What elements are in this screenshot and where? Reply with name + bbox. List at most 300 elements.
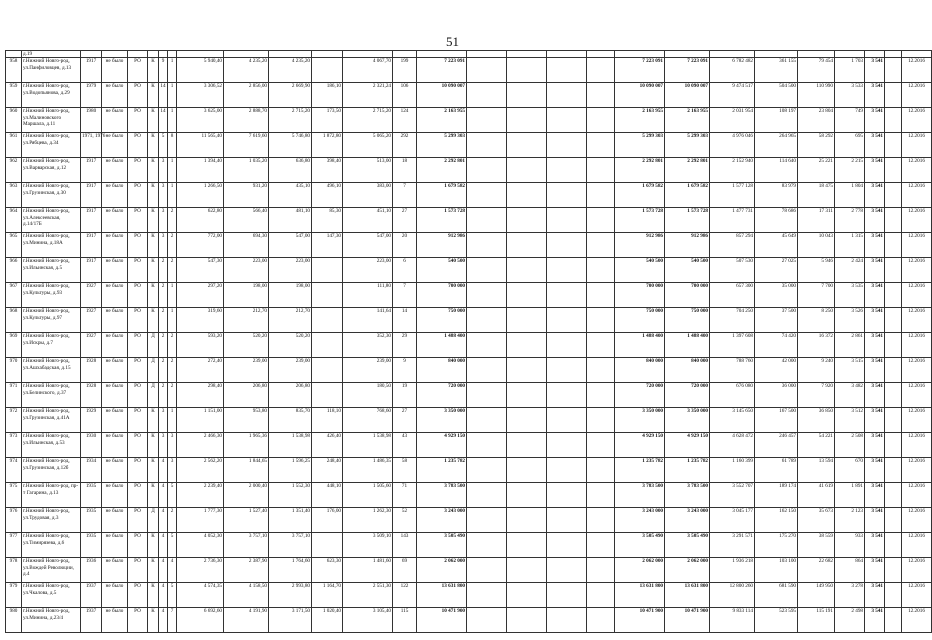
reconstruction-cell: не было: [102, 583, 128, 608]
planned-date-cell: 12.2016: [902, 258, 932, 283]
wall-material-cell: Д: [148, 333, 159, 358]
build-year-cell: 1935: [81, 533, 102, 558]
row-number-cell: 970: [6, 358, 22, 383]
total-area-cell: 2 466,30: [177, 433, 224, 458]
reconstruction-cell: не было: [102, 83, 128, 108]
cost-col-5-cell: 23 804: [798, 108, 835, 133]
area-citizens-cell: 5 065,20: [343, 133, 393, 158]
entrances-cell: 1: [168, 408, 177, 433]
wall-material-cell: К: [148, 608, 159, 633]
empty-cell: [885, 383, 902, 408]
area-citizens-cell: 2 715,20: [343, 108, 393, 133]
area-total-premises-cell: 1 035,20: [224, 158, 269, 183]
row-number-cell: 974: [6, 458, 22, 483]
wall-material-cell: К: [148, 58, 159, 83]
empty-cell: [507, 83, 547, 108]
residents-cell: 115: [393, 608, 417, 633]
area-residential-cell: 223,00: [269, 258, 312, 283]
max-unit-cost-cell: 3 541: [865, 83, 885, 108]
area-total-premises-cell: 931,20: [224, 183, 269, 208]
fund-form-cell: РО: [128, 408, 148, 433]
empty-cell: [507, 483, 547, 508]
total-area-cell: 11 565,40: [177, 133, 224, 158]
area-total-premises-cell: 2 387,90: [224, 558, 269, 583]
empty-cell: [507, 458, 547, 483]
planned-date-cell: 12.2016: [902, 208, 932, 233]
empty-cell: [467, 458, 507, 483]
max-unit-cost-cell: 3 541: [865, 108, 885, 133]
build-year-cell: 1937: [81, 608, 102, 633]
address-cell: г.Нижний Новго-род, ул.Ашхабадская, д.15: [22, 358, 81, 383]
empty-cell: [587, 158, 615, 183]
floors-cell: 4: [159, 483, 168, 508]
wall-material-cell: Д: [148, 358, 159, 383]
wall-material-cell: К: [148, 258, 159, 283]
entrances-cell: 2: [168, 358, 177, 383]
area-residential-cell: 1 764,60: [269, 558, 312, 583]
residents-cell: 27: [393, 408, 417, 433]
row-number-cell: 973: [6, 433, 22, 458]
total-cost-cell: 1 679 582: [417, 183, 467, 208]
reconstruction-cell: не было: [102, 258, 128, 283]
build-year-cell: 1927: [81, 333, 102, 358]
entrances-cell: 3: [168, 433, 177, 458]
planned-date-cell: 12.2016: [902, 308, 932, 333]
cost-col-4-cell: 78 686: [755, 208, 798, 233]
area-residential-cell: 239,00: [269, 358, 312, 383]
max-unit-cost-cell: 3 541: [865, 233, 885, 258]
fund-form-cell: РО: [128, 358, 148, 383]
cost-col-2-cell: 540 500: [665, 258, 710, 283]
area-nonresidential-cell: [312, 58, 343, 83]
fund-form-cell: РО: [128, 558, 148, 583]
cost-col-1-cell: 2 163 955: [615, 108, 665, 133]
empty-cell: [507, 233, 547, 258]
empty-cell: [587, 333, 615, 358]
total-cost-cell: 912 986: [417, 233, 467, 258]
unit-cost-cell: 695: [835, 133, 865, 158]
max-unit-cost-cell: 3 541: [865, 133, 885, 158]
empty-cell: [885, 108, 902, 133]
table-row: [6, 408, 932, 433]
planned-date-cell: 12.2016: [902, 383, 932, 408]
empty-cell: [507, 433, 547, 458]
empty-cell: [547, 533, 587, 558]
unit-cost-cell: 3 515: [835, 358, 865, 383]
residents-cell: 29: [393, 333, 417, 358]
reconstruction-cell: не было: [102, 333, 128, 358]
area-nonresidential-cell: 1 164,70: [312, 583, 343, 608]
cost-col-3-cell: 1 577 128: [710, 183, 755, 208]
planned-date-cell: 12.2016: [902, 583, 932, 608]
max-unit-cost-cell: 3 541: [865, 333, 885, 358]
residents-cell: 20: [393, 233, 417, 258]
build-year-cell: 1971, 1976: [81, 133, 102, 158]
empty-cell: [467, 408, 507, 433]
unit-cost-cell: 3 533: [835, 83, 865, 108]
reconstruction-cell: не было: [102, 283, 128, 308]
cost-col-1-cell: 1 573 728: [615, 208, 665, 233]
max-unit-cost-cell: 3 541: [865, 508, 885, 533]
planned-date-cell: 12.2016: [902, 508, 932, 533]
unit-cost-cell: 749: [835, 108, 865, 133]
cost-col-4-cell: 681 590: [755, 583, 798, 608]
empty-cell: [885, 258, 902, 283]
empty-cell: [507, 383, 547, 408]
empty-cell: [587, 558, 615, 583]
cost-col-3-cell: 788 760: [710, 358, 755, 383]
row-number-cell: 962: [6, 158, 22, 183]
empty-cell: [467, 158, 507, 183]
table-row: [6, 208, 932, 233]
unit-cost-cell: 670: [835, 458, 865, 483]
area-citizens-cell: 1 486,35: [343, 458, 393, 483]
residents-cell: 27: [393, 208, 417, 233]
table-row: [6, 333, 932, 358]
fund-form-cell: РО: [128, 158, 148, 183]
wall-material-cell: К: [148, 433, 159, 458]
area-residential-cell: 206,80: [269, 383, 312, 408]
reconstruction-cell: не было: [102, 233, 128, 258]
unit-cost-cell: 1 315: [835, 233, 865, 258]
page-number: 51: [446, 34, 459, 49]
empty-cell: [885, 308, 902, 333]
total-area-cell: 297,20: [177, 283, 224, 308]
cost-col-2-cell: 3 350 000: [665, 408, 710, 433]
total-cost-cell: 540 500: [417, 258, 467, 283]
entrances-cell: 1: [168, 58, 177, 83]
planned-date-cell: 12.2016: [902, 333, 932, 358]
empty-cell: [547, 458, 587, 483]
build-year-cell: 1917: [81, 58, 102, 83]
cost-col-2-cell: 2 292 801: [665, 158, 710, 183]
floors-cell: 2: [159, 258, 168, 283]
fund-form-cell: РО: [128, 458, 148, 483]
empty-cell: [547, 408, 587, 433]
reconstruction-cell: не было: [102, 608, 128, 633]
cost-col-5-cell: 9 240: [798, 358, 835, 383]
empty-cell: [885, 58, 902, 83]
area-nonresidential-cell: 176,00: [312, 508, 343, 533]
empty-cell: [467, 358, 507, 383]
empty-cell: [885, 483, 902, 508]
cost-col-2-cell: 4 929 150: [665, 433, 710, 458]
reconstruction-cell: не было: [102, 208, 128, 233]
area-residential-cell: 2 669,90: [269, 83, 312, 108]
entrances-cell: 5: [168, 583, 177, 608]
entrances-cell: 2: [168, 333, 177, 358]
empty-cell: [467, 133, 507, 158]
row-number-cell: 975: [6, 483, 22, 508]
empty-cell: [507, 558, 547, 583]
area-residential-cell: 520,20: [269, 333, 312, 358]
max-unit-cost-cell: 3 541: [865, 58, 885, 83]
total-area-cell: 772,00: [177, 233, 224, 258]
area-citizens-cell: 141,64: [343, 308, 393, 333]
total-cost-cell: 840 000: [417, 358, 467, 383]
planned-date-cell: 12.2016: [902, 558, 932, 583]
unit-cost-cell: 3 535: [835, 283, 865, 308]
table-row: [6, 233, 932, 258]
floors-cell: 4: [159, 558, 168, 583]
area-residential-cell: 1 351,40: [269, 508, 312, 533]
area-residential-cell: 198,00: [269, 283, 312, 308]
build-year-cell: 1937: [81, 583, 102, 608]
entrances-cell: 2: [168, 233, 177, 258]
table-row: [6, 83, 932, 108]
area-citizens-cell: 180,50: [343, 383, 393, 408]
area-nonresidential-cell: 623,30: [312, 558, 343, 583]
fund-form-cell: РО: [128, 583, 148, 608]
wall-material-cell: К: [148, 533, 159, 558]
address-cell: г.Нижний Новго-род, ул.Грузинская, д.12б: [22, 458, 81, 483]
cost-col-3-cell: 704 250: [710, 308, 755, 333]
residents-cell: 199: [393, 58, 417, 83]
floors-cell: 3: [159, 208, 168, 233]
empty-cell: [885, 133, 902, 158]
empty-cell: [587, 508, 615, 533]
empty-cell: [547, 233, 587, 258]
row-number-cell: 968: [6, 308, 22, 333]
cost-col-3-cell: 1 160 399: [710, 458, 755, 483]
planned-date-cell: 12.2016: [902, 433, 932, 458]
entrances-cell: 1: [168, 158, 177, 183]
empty-cell: [467, 483, 507, 508]
empty-cell: [507, 58, 547, 83]
area-total-premises-cell: 239,00: [224, 358, 269, 383]
empty-cell: [587, 433, 615, 458]
empty-cell: [467, 258, 507, 283]
area-citizens-cell: 383,00: [343, 183, 393, 208]
address-cell: г.Нижний Новго-род, ул.Ильинская, д.5: [22, 258, 81, 283]
area-nonresidential-cell: 147,30: [312, 233, 343, 258]
max-unit-cost-cell: 3 541: [865, 533, 885, 558]
area-citizens-cell: 451,10: [343, 208, 393, 233]
total-area-cell: 1 266,50: [177, 183, 224, 208]
area-citizens-cell: 3 509,10: [343, 533, 393, 558]
max-unit-cost-cell: 3 541: [865, 183, 885, 208]
build-year-cell: 1928: [81, 358, 102, 383]
total-cost-cell: 7 223 091: [417, 58, 467, 83]
empty-cell: [547, 358, 587, 383]
table-row: [6, 533, 932, 558]
floors-cell: 4: [159, 458, 168, 483]
cost-col-4-cell: 61 789: [755, 458, 798, 483]
area-citizens-cell: 1 538,98: [343, 433, 393, 458]
empty-cell: [467, 308, 507, 333]
total-area-cell: 272,40: [177, 358, 224, 383]
row-number-cell: 967: [6, 283, 22, 308]
empty-cell: [507, 408, 547, 433]
reconstruction-cell: не было: [102, 458, 128, 483]
residents-cell: 14: [393, 308, 417, 333]
unit-cost-cell: 2 861: [835, 333, 865, 358]
total-area-cell: 593,20: [177, 333, 224, 358]
total-area-cell: 4 052,30: [177, 533, 224, 558]
entrances-cell: 1: [168, 183, 177, 208]
entrances-cell: 1: [168, 83, 177, 108]
table-row: [6, 508, 932, 533]
empty-cell: [507, 108, 547, 133]
empty-cell: [547, 208, 587, 233]
residents-cell: 292: [393, 133, 417, 158]
fund-form-cell: РО: [128, 183, 148, 208]
wall-material-cell: К: [148, 83, 159, 108]
empty-cell: [587, 308, 615, 333]
address-cell: г.Нижний Новго-род, ул.Чкалова, д.5: [22, 583, 81, 608]
area-total-premises-cell: 7 619,60: [224, 133, 269, 158]
cost-col-3-cell: 1 397 608: [710, 333, 755, 358]
cost-col-4-cell: 45 649: [755, 233, 798, 258]
empty-cell: [507, 158, 547, 183]
fund-form-cell: РО: [128, 233, 148, 258]
cost-col-2-cell: 7 223 091: [665, 58, 710, 83]
max-unit-cost-cell: 3 541: [865, 283, 885, 308]
area-nonresidential-cell: 426,40: [312, 433, 343, 458]
table-row: [6, 383, 932, 408]
cost-col-5-cell: 22 682: [798, 558, 835, 583]
table-row: [6, 483, 932, 508]
area-citizens-cell: 2 551,30: [343, 583, 393, 608]
cost-col-1-cell: 540 500: [615, 258, 665, 283]
empty-cell: [507, 358, 547, 383]
area-citizens-cell: 513,00: [343, 158, 393, 183]
cost-col-5-cell: 5 946: [798, 258, 835, 283]
cost-col-3-cell: 676 080: [710, 383, 755, 408]
max-unit-cost-cell: 3 541: [865, 408, 885, 433]
cost-col-3-cell: 2 031 954: [710, 108, 755, 133]
empty-cell: [547, 283, 587, 308]
area-residential-cell: 1 552,30: [269, 483, 312, 508]
area-total-premises-cell: 2 888,70: [224, 108, 269, 133]
entrances-cell: 7: [168, 608, 177, 633]
planned-date-cell: 12.2016: [902, 533, 932, 558]
table-row: [6, 183, 932, 208]
total-cost-cell: 3 783 500: [417, 483, 467, 508]
floors-cell: 4: [159, 533, 168, 558]
cost-col-4-cell: 175 270: [755, 533, 798, 558]
entrances-cell: 2: [168, 383, 177, 408]
address-cell: г.Нижний Новго-род, ул.Культуры, д.93: [22, 283, 81, 308]
fund-form-cell: РО: [128, 108, 148, 133]
planned-date-cell: 12.2016: [902, 233, 932, 258]
area-residential-cell: 1 596,25: [269, 458, 312, 483]
area-citizens-cell: 223,00: [343, 258, 393, 283]
cost-col-5-cell: 79 454: [798, 58, 835, 83]
area-total-premises-cell: 1 844,65: [224, 458, 269, 483]
cost-col-4-cell: 108 197: [755, 108, 798, 133]
wall-material-cell: К: [148, 158, 159, 183]
fund-form-cell: РО: [128, 208, 148, 233]
cost-col-1-cell: 3 243 000: [615, 508, 665, 533]
table-row: [6, 108, 932, 133]
total-cost-cell: 10 471 900: [417, 608, 467, 633]
build-year-cell: 1927: [81, 308, 102, 333]
entrances-cell: 1: [168, 108, 177, 133]
fund-form-cell: РО: [128, 333, 148, 358]
row-number-cell: 961: [6, 133, 22, 158]
empty-cell: [885, 358, 902, 383]
area-nonresidential-cell: [312, 258, 343, 283]
cost-col-4-cell: 36 000: [755, 383, 798, 408]
entrances-cell: 5: [168, 483, 177, 508]
build-year-cell: 1935: [81, 508, 102, 533]
fund-form-cell: РО: [128, 383, 148, 408]
fund-form-cell: РО: [128, 58, 148, 83]
total-area-cell: 2 736,30: [177, 558, 224, 583]
area-citizens-cell: 547,00: [343, 233, 393, 258]
cost-col-1-cell: 4 929 150: [615, 433, 665, 458]
empty-cell: [467, 183, 507, 208]
empty-cell: [467, 208, 507, 233]
area-total-premises-cell: 198,00: [224, 283, 269, 308]
build-year-cell: 1927: [81, 283, 102, 308]
cost-col-2-cell: 3 505 490: [665, 533, 710, 558]
area-citizens-cell: 1 481,60: [343, 558, 393, 583]
empty-cell: [467, 333, 507, 358]
table-row: [6, 458, 932, 483]
residents-cell: 106: [393, 83, 417, 108]
empty-cell: [587, 358, 615, 383]
cost-col-1-cell: 1 235 782: [615, 458, 665, 483]
empty-cell: [467, 83, 507, 108]
empty-cell: [547, 508, 587, 533]
max-unit-cost-cell: 3 541: [865, 583, 885, 608]
table-row-fragment: [6, 51, 932, 58]
area-total-premises-cell: 206,80: [224, 383, 269, 408]
max-unit-cost-cell: 3 541: [865, 208, 885, 233]
empty-cell: [467, 383, 507, 408]
floors-cell: 5: [159, 133, 168, 158]
floors-cell: 14: [159, 83, 168, 108]
row-number-cell: 966: [6, 258, 22, 283]
cost-col-1-cell: 5 299 303: [615, 133, 665, 158]
fund-form-cell: РО: [128, 608, 148, 633]
empty-cell: [507, 258, 547, 283]
max-unit-cost-cell: 3 541: [865, 158, 885, 183]
table-row: [6, 308, 932, 333]
cost-col-4-cell: 114 640: [755, 158, 798, 183]
empty-cell: [467, 108, 507, 133]
reconstruction-cell: не было: [102, 508, 128, 533]
floors-cell: 4: [159, 608, 168, 633]
cost-col-1-cell: 3 783 500: [615, 483, 665, 508]
reconstruction-cell: не было: [102, 133, 128, 158]
table-row: [6, 158, 932, 183]
empty-cell: [885, 83, 902, 108]
table-row: [6, 58, 932, 83]
cost-col-1-cell: 1 488 400: [615, 333, 665, 358]
wall-material-cell: Д: [148, 383, 159, 408]
cost-col-4-cell: 264 965: [755, 133, 798, 158]
area-residential-cell: 3 171,50: [269, 608, 312, 633]
floors-cell: 3: [159, 183, 168, 208]
area-total-premises-cell: 566,40: [224, 208, 269, 233]
unit-cost-cell: 3 512: [835, 408, 865, 433]
planned-date-cell: 12.2016: [902, 158, 932, 183]
cost-col-3-cell: 3 145 650: [710, 408, 755, 433]
empty-cell: [507, 308, 547, 333]
cost-col-1-cell: 3 505 490: [615, 533, 665, 558]
wall-material-cell: К: [148, 133, 159, 158]
address-cell: г.Нижний Новго-род, ул.Рябцева, д.34: [22, 133, 81, 158]
cost-col-5-cell: 110 990: [798, 83, 835, 108]
entrances-cell: 1: [168, 283, 177, 308]
row-number-cell: 972: [6, 408, 22, 433]
cost-col-5-cell: 8 250: [798, 308, 835, 333]
cost-col-2-cell: 1 488 400: [665, 333, 710, 358]
empty-cell: [547, 608, 587, 633]
